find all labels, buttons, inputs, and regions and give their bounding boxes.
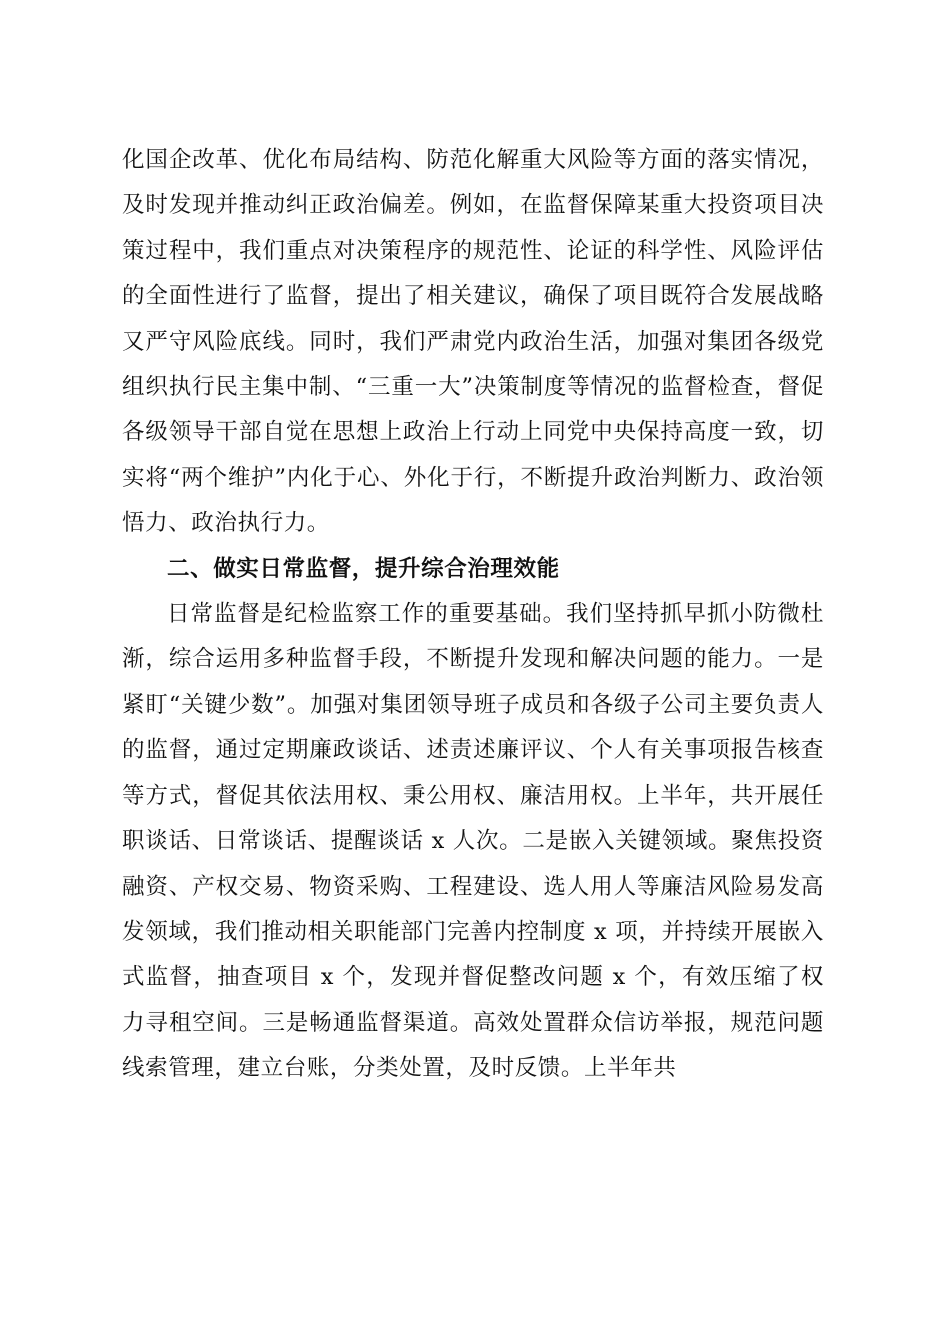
paragraph-daily-supervision: 日常监督是纪检监察工作的重要基础。我们坚持抓早抓小防微杜渐，综合运用多种监督手段，不断提升发现和解决问题的能力。一是紧盯“关键少数”。加强对集团领导班子成员和各级子公司主要负责人的监督，通过定期廉政谈话、述责述廉评议、个人有关事项报告核查等方式，督促其依法用权、秉公用权、廉洁用权。上半年，共开展任职谈话、日常谈话、提醒谈话 x 人次。二是嵌入关键领域。聚焦投资融资、产权交易、物资采购、工程建设、选人用人等廉洁风险易发高发领域，我们推动相关职能部门完善内控制度 x 项，并持续开展嵌入式监督，抽查项目 x 个，发现并督促整改问题 x 个，有效压缩了权力寻租空间。三是畅通监督渠道。高效处置群众信访举报，规范问题线索管理，建立台账，分类处置，及时反馈。上半年共 <box>122 601 824 1082</box>
paragraph-continuation: 化国企改革、优化布局结构、防范化解重大风险等方面的落实情况，及时发现并推动纠正政治偏差。例如，在监督保障某重大投资项目决策过程中，我们重点对决策程序的规范性、论证的科学性、风险评估的全面性进行了监督，提出了相关建议，确保了项目既符合发展战略又严守风险底线。同时，我们严肃党内政治生活，加强对集团各级党组织执行民主集中制、“三重一大”决策制度等情况的监督检查，督促各级领导干部自觉在思想上政治上行动上同党中央保持高度一致，切实将“两个维护”内化于心、外化于行，不断提升政治判断力、政治领悟力、政治执行力。 <box>122 147 824 537</box>
section-heading: 二、做实日常监督，提升综合治理效能 <box>167 555 560 582</box>
document-body <box>122 138 824 1092</box>
